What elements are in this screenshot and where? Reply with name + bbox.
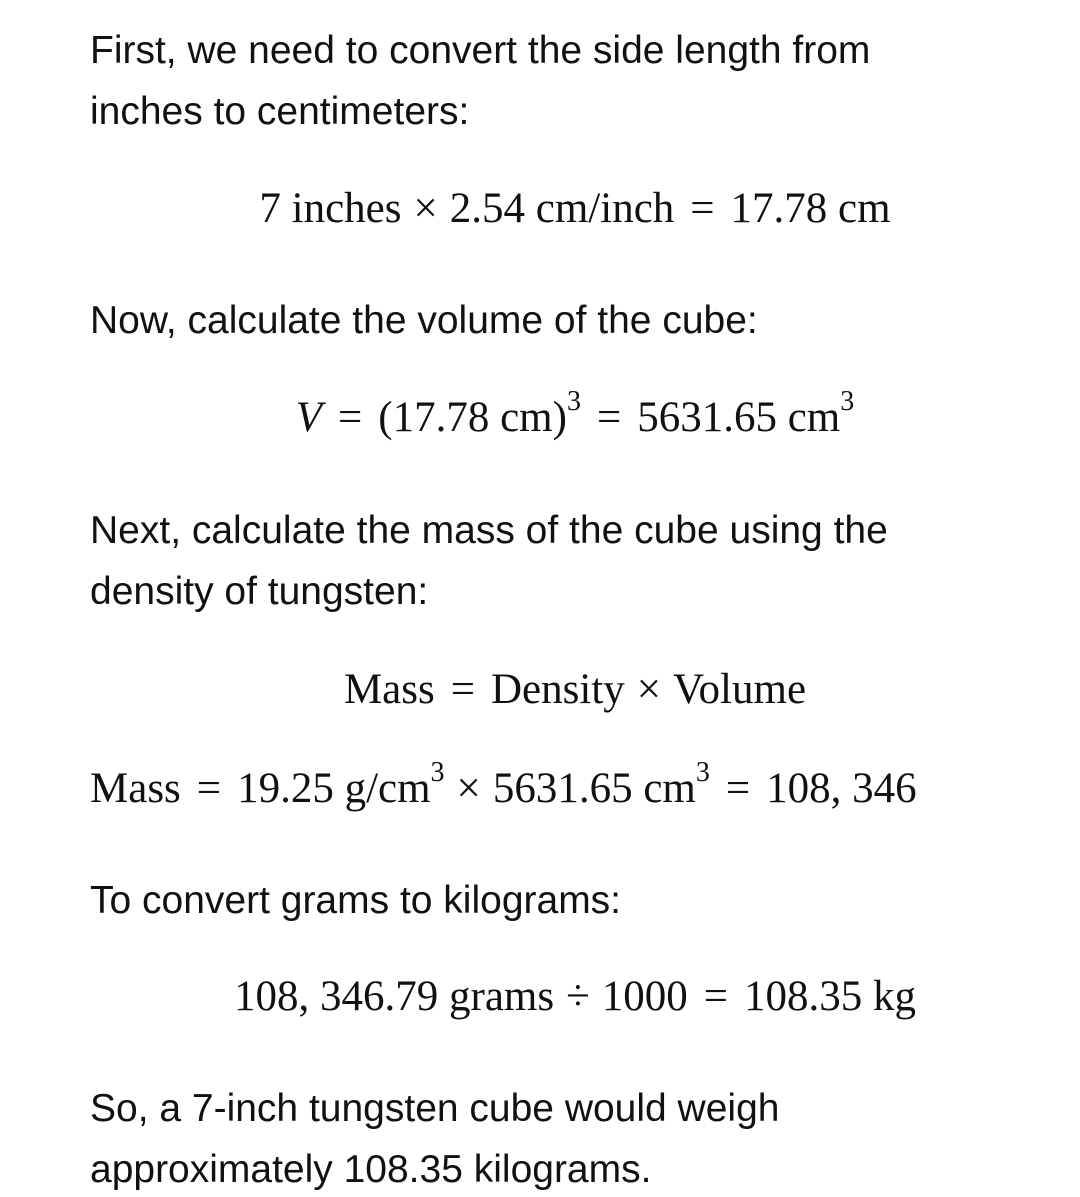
math-term: 108, 346.79 grams <box>234 973 555 1020</box>
conversion-equation <box>0 179 1080 239</box>
mass-paragraph <box>90 500 990 622</box>
math-result: 108, 346 <box>766 765 917 812</box>
text-line: Next, calculate the mass of the cube using the <box>90 509 888 552</box>
math-term: Volume <box>673 666 807 713</box>
exponent: 3 <box>695 756 710 788</box>
math-result: 108.35 kg <box>743 973 916 1020</box>
times-operator: × <box>636 666 662 713</box>
math-term: 5631.65 cm <box>492 765 696 812</box>
kg-equation <box>0 967 1080 1027</box>
exponent: 3 <box>566 385 581 417</box>
math-term: 19.25 g/cm <box>237 765 431 812</box>
math-term: 7 inches <box>259 185 402 232</box>
math-result: 5631.65 cm <box>637 394 841 441</box>
equals-sign: = <box>338 394 363 441</box>
mass-formula-equation <box>0 660 1080 720</box>
math-term: (17.78 cm) <box>378 394 567 441</box>
kg-paragraph <box>90 870 990 931</box>
times-operator: × <box>413 185 438 232</box>
text-line: First, we need to convert the side length from <box>90 29 871 72</box>
math-term: Mass <box>90 765 181 812</box>
exponent: 3 <box>430 756 445 788</box>
math-variable: V <box>295 394 323 441</box>
math-term: 2.54 cm/inch <box>449 185 675 232</box>
text-line: inches to centimeters: <box>90 90 470 133</box>
exponent: 3 <box>840 385 855 417</box>
equals-sign: = <box>703 973 728 1020</box>
equals-sign: = <box>690 185 715 232</box>
equals-sign: = <box>450 666 475 713</box>
equals-sign: = <box>596 394 622 441</box>
conclusion-paragraph <box>90 1078 990 1197</box>
math-result: 17.78 cm <box>730 185 891 232</box>
volume-paragraph <box>90 290 990 351</box>
math-term: 1000 <box>601 973 688 1020</box>
equals-sign: = <box>196 765 222 812</box>
intro-paragraph <box>90 20 990 142</box>
mass-calculation-equation <box>90 756 1080 819</box>
text-line: To convert grams to kilograms: <box>90 879 622 922</box>
text-line: approximately 108.35 kilograms. <box>90 1148 652 1191</box>
math-term: Density <box>491 666 625 713</box>
times-operator: × <box>456 765 481 812</box>
volume-equation <box>0 385 1080 448</box>
divide-operator: ÷ <box>566 973 590 1020</box>
text-line: density of tungsten: <box>90 570 429 613</box>
text-line: So, a 7-inch tungsten cube would weigh <box>90 1087 780 1130</box>
math-term: Mass <box>343 666 435 713</box>
text-line: Now, calculate the volume of the cube: <box>90 299 758 342</box>
equals-sign: = <box>725 765 751 812</box>
